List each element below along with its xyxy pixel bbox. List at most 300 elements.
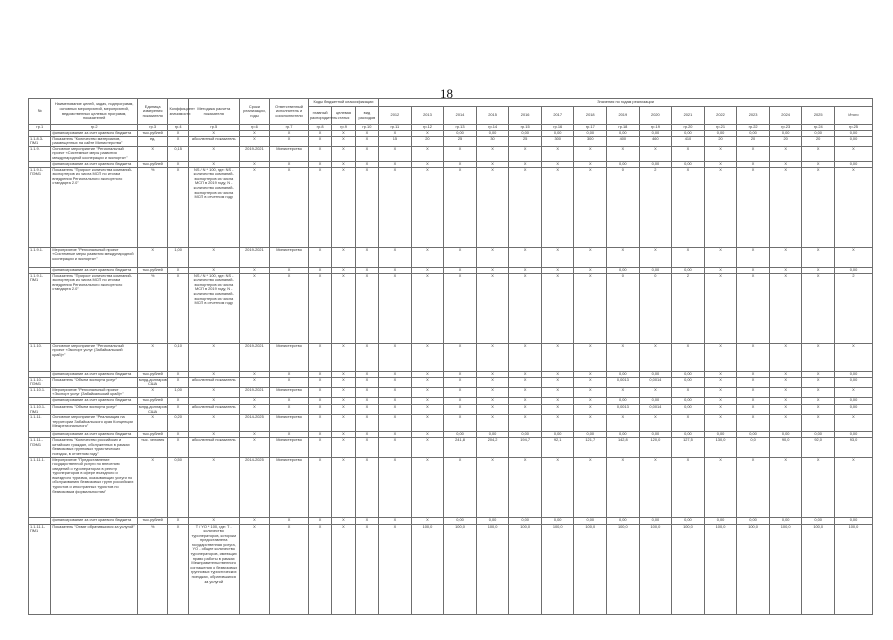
table-cell: X	[444, 146, 477, 161]
table-cell: X	[411, 415, 444, 432]
table-cell: X	[168, 397, 188, 404]
table-cell: тыс.рублей	[137, 131, 168, 137]
table-cell: 100,0	[834, 524, 872, 614]
table-cell: X	[737, 457, 770, 517]
table-cell: X	[270, 273, 309, 343]
table-cell: X	[355, 273, 378, 343]
table-cell: 0	[607, 167, 640, 247]
column-number: гр.10	[355, 125, 378, 131]
row-name-cell: финансирование за счет краевого бюджета	[51, 161, 138, 167]
column-number: гр.12	[411, 125, 444, 131]
table-cell: 20	[704, 136, 737, 146]
page-number: 18	[440, 86, 453, 101]
row-name-cell: Мероприятие "Предоставление государственной услуги по внесению сведений о туроператорах в реестр туроператоров в сфере въездного и выездного туризма, оказывающих услуги по обслуживанию безвизовых групп российских туристов и иностранных туристов по безвизовым формальностям"	[51, 457, 138, 517]
table-cell: 0,00	[607, 161, 640, 167]
table-cell: X	[332, 432, 355, 438]
table-cell: X	[802, 377, 835, 387]
table-cell: T / YO * 100, где: T - количество туроператоров, которым предоставлена государственная услуга, YO - общее количество туроператоров, имеющих право работы в рамках Межправительственного соглашения о безвизовых групповых туристических поездках, обратившихся за услугой	[188, 524, 239, 614]
table-cell: 0,0	[737, 438, 770, 457]
table-cell: 0,00	[444, 432, 477, 438]
table-cell: X	[355, 387, 378, 397]
row-code-cell: 1.1.11.-ПЭМ1	[29, 438, 51, 457]
table-cell: X	[802, 267, 835, 273]
row-name-cell: Показатель "Объем экспорта услуг"	[51, 377, 138, 387]
table-cell: 100,0	[802, 524, 835, 614]
table-cell: X	[308, 371, 331, 377]
table-cell: X	[411, 273, 444, 343]
table-cell: X	[308, 131, 331, 137]
table-cell: Министерство	[270, 387, 309, 397]
table-cell: X	[704, 273, 737, 343]
table-cell: 241,8	[444, 438, 477, 457]
header-method: Методика расчета показателя	[188, 99, 239, 125]
table-cell: X	[332, 273, 355, 343]
table-cell: 0,00	[737, 131, 770, 137]
header-unit: Единица измерения показателя	[137, 99, 168, 125]
table-cell: X	[737, 371, 770, 377]
table-cell: X	[137, 343, 168, 371]
table-cell: X	[239, 273, 270, 343]
table-cell: X	[355, 131, 378, 137]
table-cell: X	[802, 415, 835, 432]
table-cell: 0,00	[672, 161, 705, 167]
table-cell: 0,00	[639, 432, 672, 438]
table-cell: X	[379, 267, 412, 273]
table-cell: 2019-2021	[239, 146, 270, 161]
table-cell: 2014-2025	[239, 457, 270, 517]
table-cell: 0,20	[168, 415, 188, 432]
table-cell: X	[541, 371, 574, 377]
column-number: гр.22	[737, 125, 770, 131]
table-cell: X	[332, 397, 355, 404]
row-name-cell: Мероприятие "Региональный проект «Системные меры развития международной кооперации и экспорта»"	[51, 247, 138, 267]
table-cell: X	[270, 136, 309, 146]
column-number: гр.1	[29, 125, 51, 131]
table-cell: X	[188, 343, 239, 371]
table-row	[29, 167, 873, 247]
table-cell: X	[239, 136, 270, 146]
table-row	[29, 273, 873, 343]
table-cell: X	[168, 131, 188, 137]
table-cell: X	[411, 146, 444, 161]
table-cell: X	[270, 524, 309, 614]
table-cell: X	[802, 397, 835, 404]
row-name-cell: Основное мероприятие "Региональный проект «Системные меры развития международной кооперации и экспорта»"	[51, 146, 138, 161]
table-cell: 0,00	[769, 517, 802, 524]
row-code-cell: 1.1.10.-ПЭМ1	[29, 377, 51, 387]
table-cell: X	[541, 167, 574, 247]
column-number: гр.6	[239, 125, 270, 131]
table-cell: 0,00	[802, 517, 835, 524]
table-cell: X	[737, 167, 770, 247]
table-cell: X	[476, 371, 509, 377]
table-cell: X	[411, 131, 444, 137]
table-cell: 0,00	[834, 404, 872, 414]
table-cell: 0,00	[737, 432, 770, 438]
table-cell: X	[541, 397, 574, 404]
table-cell: X	[802, 273, 835, 343]
table-cell: 0,00	[672, 131, 705, 137]
table-cell: 0,0014	[639, 377, 672, 387]
table-cell: X	[574, 397, 607, 404]
table-cell: X	[332, 438, 355, 457]
table-cell: 0,00	[509, 131, 542, 137]
table-cell: X	[541, 377, 574, 387]
table-cell: X	[411, 432, 444, 438]
table-cell: X	[270, 377, 309, 387]
header-total: Итого	[834, 107, 872, 125]
column-number: гр.17	[574, 125, 607, 131]
table-cell: 0,00	[541, 432, 574, 438]
table-cell: X	[270, 404, 309, 414]
table-cell: X	[332, 247, 355, 267]
table-cell: X	[379, 371, 412, 377]
table-cell: 0,00	[834, 267, 872, 273]
table-cell: X	[188, 432, 239, 438]
table-cell: X	[270, 131, 309, 137]
table-cell: 0,0013	[607, 404, 640, 414]
table-cell: X	[355, 371, 378, 377]
table-cell: X	[379, 524, 412, 614]
row-code-cell: 1.1.10.	[29, 343, 51, 371]
table-cell: 0,00	[444, 517, 477, 524]
table-cell: X	[270, 267, 309, 273]
table-header	[29, 99, 873, 131]
table-cell: X	[769, 371, 802, 377]
table-cell: X	[270, 161, 309, 167]
table-cell: X	[355, 517, 378, 524]
table-cell: 460	[639, 136, 672, 146]
table-cell: X	[672, 415, 705, 432]
row-name-cell: финансирование за счет краевого бюджета	[51, 432, 138, 438]
table-cell: X	[769, 404, 802, 414]
table-cell: X	[168, 517, 188, 524]
header-year: 2017	[541, 107, 574, 125]
table-cell: 2	[672, 273, 705, 343]
table-cell: 0,00	[607, 432, 640, 438]
table-cell: X	[188, 267, 239, 273]
table-cell: X	[672, 387, 705, 397]
table-cell: X	[541, 247, 574, 267]
column-number: гр.24	[802, 125, 835, 131]
table-cell: X	[239, 131, 270, 137]
table-cell: X	[476, 387, 509, 397]
table-cell: 0,00	[737, 517, 770, 524]
table-cell: X	[411, 387, 444, 397]
table-cell: X	[704, 161, 737, 167]
table-cell: 0,00	[834, 397, 872, 404]
table-cell: Министерство	[270, 415, 309, 432]
table-cell: X	[672, 146, 705, 161]
table-body	[29, 131, 873, 615]
table-cell: X	[607, 343, 640, 371]
table-cell: 0,00	[704, 517, 737, 524]
table-cell: X	[308, 273, 331, 343]
table-cell: X	[672, 247, 705, 267]
table-cell: 0,15	[168, 146, 188, 161]
table-cell: 127,5	[672, 438, 705, 457]
table-cell: X	[704, 343, 737, 371]
row-code-cell: 1.1.10.1.	[29, 387, 51, 397]
header-number: №	[29, 99, 51, 125]
table-cell: X	[541, 457, 574, 517]
table-cell: Министерство	[270, 457, 309, 517]
table-cell: X	[379, 457, 412, 517]
row-name-cell: финансирование за счет краевого бюджета	[51, 397, 138, 404]
row-name-cell: финансирование за счет краевого бюджета	[51, 371, 138, 377]
table-cell: X	[239, 371, 270, 377]
table-cell: X	[541, 267, 574, 273]
table-cell: X	[444, 377, 477, 387]
table-cell: 0,00	[541, 131, 574, 137]
table-cell: X	[332, 404, 355, 414]
table-cell: 0,00	[834, 432, 872, 438]
table-cell: X	[607, 415, 640, 432]
table-cell: X	[704, 457, 737, 517]
table-cell: X	[411, 371, 444, 377]
table-row	[29, 387, 873, 397]
table-cell: X	[332, 517, 355, 524]
row-name-cell: Основное мероприятие "Реализация на территории Забайкальского края Концепции Межрегионального"	[51, 415, 138, 432]
table-cell: 100,0	[769, 524, 802, 614]
table-cell: X	[239, 517, 270, 524]
table-cell: абсолютный показатель	[188, 377, 239, 387]
table-cell: X	[802, 247, 835, 267]
table-cell: X	[574, 267, 607, 273]
table-cell: X	[834, 343, 872, 371]
table-cell: X	[574, 387, 607, 397]
table-cell: X	[639, 343, 672, 371]
table-cell: X	[737, 415, 770, 432]
table-cell: 15	[379, 136, 412, 146]
column-number: гр.21	[704, 125, 737, 131]
row-code-cell: 1.1.9.1-ПМ1	[29, 273, 51, 343]
table-cell: X	[332, 371, 355, 377]
table-cell: X	[769, 273, 802, 343]
table-cell: 0,00	[802, 131, 835, 137]
table-cell: X	[704, 415, 737, 432]
column-number: гр.18	[607, 125, 640, 131]
table-cell: X	[355, 167, 378, 247]
table-cell: X	[355, 343, 378, 371]
table-cell: X	[574, 457, 607, 517]
table-cell: X	[355, 457, 378, 517]
header-code-target-item: целевая статья	[332, 107, 355, 125]
table-cell: X	[444, 161, 477, 167]
table-cell: 0,00	[704, 432, 737, 438]
header-period: Сроки реализации, годы	[239, 99, 270, 125]
table-cell: X	[355, 397, 378, 404]
column-number: гр.4	[168, 125, 188, 131]
table-cell: 2	[834, 273, 872, 343]
table-cell: X	[444, 273, 477, 343]
header-values-by-year: Значения по годам реализации	[379, 99, 873, 107]
table-cell: X	[379, 273, 412, 343]
table-cell: X	[239, 161, 270, 167]
table-cell: 25	[444, 136, 477, 146]
table-cell: X	[541, 415, 574, 432]
table-cell: млрд.долларов США	[138, 376, 167, 387]
table-cell: 100,0	[509, 524, 542, 614]
table-cell: X	[168, 404, 188, 414]
table-cell: X	[574, 161, 607, 167]
table-cell: X	[574, 247, 607, 267]
table-row	[29, 146, 873, 161]
table-cell: X	[411, 404, 444, 414]
table-cell: 0,00	[769, 131, 802, 137]
table-cell: 90,0	[769, 438, 802, 457]
table-cell: X	[411, 457, 444, 517]
table-cell: X	[834, 167, 872, 247]
table-cell: %	[137, 273, 168, 343]
table-cell: X	[379, 404, 412, 414]
table-cell: 0,00	[509, 432, 542, 438]
table-cell: X	[476, 377, 509, 387]
table-cell: X	[639, 457, 672, 517]
table-cell: 0,00	[672, 377, 705, 387]
table-cell: X	[737, 247, 770, 267]
table-cell: X	[332, 267, 355, 273]
table-cell: 100,0	[411, 524, 444, 614]
table-cell: X	[769, 167, 802, 247]
table-cell: 93,0	[834, 438, 872, 457]
table-cell: X	[411, 267, 444, 273]
table-cell: X	[802, 146, 835, 161]
table-cell: X	[168, 161, 188, 167]
table-row	[29, 136, 873, 146]
header-year: 2022	[704, 107, 737, 125]
header-year: 2023	[737, 107, 770, 125]
table-cell: X	[308, 377, 331, 387]
table-cell: тыс.рублей	[137, 371, 168, 377]
table-cell: 0,00	[834, 131, 872, 137]
header-year: 2025	[802, 107, 835, 125]
table-cell: 92,1	[541, 438, 574, 457]
row-code-cell: 1.1.10.1-ПМ1	[29, 404, 51, 414]
table-cell: X	[308, 267, 331, 273]
table-cell: 0,00	[607, 397, 640, 404]
row-name-cell: Мероприятие "Региональный проект «Экспорт услуг (Забайкальский край)»"	[51, 387, 138, 397]
header-year: 2018	[574, 107, 607, 125]
table-row	[29, 247, 873, 267]
column-number: гр.25	[834, 125, 872, 131]
table-cell: 0,10	[168, 343, 188, 371]
table-cell: 1,00	[168, 247, 188, 267]
table-cell: X	[737, 404, 770, 414]
table-cell: X	[672, 167, 705, 247]
table-cell: X	[704, 146, 737, 161]
table-cell: X	[802, 387, 835, 397]
table-cell: X	[704, 267, 737, 273]
table-cell: X	[239, 397, 270, 404]
column-number: гр.20	[672, 125, 705, 131]
table-cell: X	[137, 247, 168, 267]
table-cell: X	[308, 404, 331, 414]
table-cell: X	[509, 167, 542, 247]
table-cell: X	[308, 415, 331, 432]
table-cell: Министерство	[270, 146, 309, 161]
table-cell: X	[239, 267, 270, 273]
table-cell: 0,00	[607, 517, 640, 524]
table-cell: X	[509, 404, 542, 414]
table-cell: X	[308, 438, 331, 457]
table-cell: 0,00	[541, 517, 574, 524]
row-name-cell: Показатель "Прирост количества компаний-экспортеров из числа МСП по итогам внедрения Регионального экспортного стандарта 2.0"	[51, 167, 138, 247]
table-cell: X	[308, 457, 331, 517]
table-cell: X	[379, 146, 412, 161]
table-cell: X	[704, 247, 737, 267]
table-cell: X	[411, 517, 444, 524]
table-cell: 0,00	[672, 432, 705, 438]
table-cell: X	[574, 404, 607, 414]
table-cell: X	[444, 397, 477, 404]
table-cell: 0,00	[639, 397, 672, 404]
table-cell: X	[137, 415, 168, 432]
table-cell: X	[574, 273, 607, 343]
table-cell: X	[476, 267, 509, 273]
table-cell: X	[355, 161, 378, 167]
table-cell: X	[737, 343, 770, 371]
table-cell: X	[137, 146, 168, 161]
header-year: 2015	[476, 107, 509, 125]
table-cell: 20	[411, 136, 444, 146]
table-cell: X	[332, 146, 355, 161]
table-cell: X	[168, 273, 188, 343]
table-cell: X	[355, 267, 378, 273]
table-cell: X	[737, 397, 770, 404]
table-row	[29, 438, 873, 457]
table-cell: 92,0	[802, 438, 835, 457]
table-cell: X	[411, 161, 444, 167]
table-cell: NS / N * 100, где: NS - количество компаний-экспортеров из числа МСП в 2019 году, N - количество компаний-экспортеров из числа МСП в отчетном году	[188, 167, 239, 247]
table-cell: 100,0	[541, 524, 574, 614]
table-cell: X	[332, 161, 355, 167]
table-cell: X	[802, 457, 835, 517]
table-cell: X	[737, 273, 770, 343]
table-cell: X	[769, 457, 802, 517]
table-cell: X	[168, 371, 188, 377]
table-cell: 0,0014	[639, 404, 672, 414]
table-cell: X	[476, 161, 509, 167]
table-cell: абсолютный показатель	[188, 136, 239, 146]
table-cell: X	[476, 457, 509, 517]
row-name-cell: Показатель "Количество материалов, размещенных на сайте Министерства"	[51, 136, 138, 146]
row-name-cell: Показатель "Количество российских и китайских граждан, обслуженных в рамках безвизовых групповых туристических поездок, в отчетном году"	[51, 438, 138, 457]
table-cell: X	[769, 247, 802, 267]
column-number: гр.2	[51, 125, 138, 131]
table-cell: X	[444, 457, 477, 517]
row-code-cell: 1.1.8.3-ПМ1	[29, 136, 51, 146]
table-cell: X	[332, 415, 355, 432]
table-cell: X	[188, 457, 239, 517]
table-cell: 300	[541, 136, 574, 146]
row-code-cell: 1.1.9.1-ПЭМ1	[29, 167, 51, 247]
table-cell: X	[270, 432, 309, 438]
table-cell: тыс.рублей	[137, 397, 168, 404]
table-cell: X	[509, 377, 542, 387]
header-name: Наименование целей, задач, подпрограмм, основных мероприятий, мероприятий, ведомственных целевых программ, показателей	[51, 99, 138, 125]
table-cell: X	[541, 273, 574, 343]
table-cell: X	[188, 146, 239, 161]
table-cell: X	[411, 377, 444, 387]
table-cell: X	[476, 247, 509, 267]
table-cell: 0,00	[509, 517, 542, 524]
table-cell: X	[308, 387, 331, 397]
table-cell: 400	[607, 136, 640, 146]
table-cell: 0,00	[607, 131, 640, 137]
row-name-cell: Показатель "Прирост количества компаний-экспортеров из числа МСП по итогам внедрения Регионального экспортного стандарта 2.0"	[51, 273, 138, 343]
table-cell: X	[308, 397, 331, 404]
